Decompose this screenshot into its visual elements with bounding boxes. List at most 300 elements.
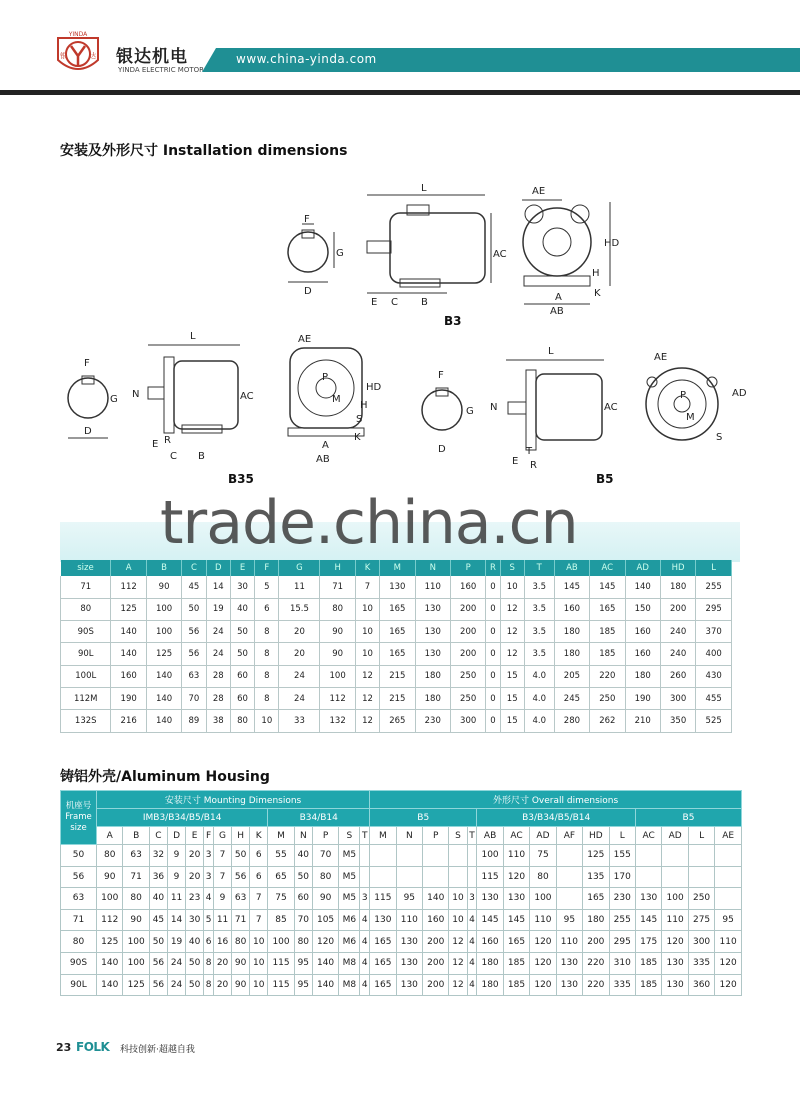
table-cell: 190: [111, 687, 146, 709]
table-cell: 100: [146, 598, 181, 620]
col-header: size: [61, 560, 111, 576]
table-cell: 45: [182, 576, 206, 598]
table-cell: 95: [294, 952, 312, 974]
table-cell: 175: [635, 931, 661, 953]
table-cell: 30: [186, 909, 204, 931]
table-cell: 100: [530, 888, 556, 910]
table-cell: 24: [279, 665, 320, 687]
table-cell: 70: [182, 687, 206, 709]
table-cell: 80: [230, 710, 254, 732]
col-header: AE: [715, 827, 742, 845]
table-cell: 90: [232, 952, 250, 974]
dimensions-table: [60, 560, 732, 733]
table-cell: 260: [660, 665, 695, 687]
table-cell: 4: [467, 952, 477, 974]
table-row: [61, 845, 742, 867]
table-cell: 20: [213, 952, 231, 974]
footer-slogan: 科技创新·超越自我: [120, 1045, 195, 1055]
table-cell: 11: [279, 576, 320, 598]
table-cell: 165: [380, 621, 415, 643]
table-cell: [635, 866, 661, 888]
svg-text:HD: HD: [366, 382, 382, 393]
website-link[interactable]: www.china-yinda.com: [236, 52, 377, 66]
table-cell: 110: [503, 845, 529, 867]
page-number: 23: [56, 1041, 72, 1054]
svg-text:YINDA: YINDA: [68, 31, 88, 38]
svg-text:H: H: [592, 268, 600, 279]
table-cell: 16: [213, 931, 231, 953]
table-cell: 140: [111, 643, 146, 665]
table-cell: 100: [477, 845, 503, 867]
table-cell: 112: [111, 576, 146, 598]
table-cell: 80: [232, 931, 250, 953]
table-cell: 250: [590, 687, 625, 709]
svg-text:C: C: [170, 451, 177, 462]
table-cell: 10: [355, 598, 379, 620]
col-header: C: [182, 560, 206, 576]
col-header: F: [204, 827, 214, 845]
table-cell: 90L: [61, 974, 97, 996]
table-cell: 3.5: [524, 643, 554, 665]
table-cell: 120: [662, 931, 688, 953]
col-header: M: [268, 827, 294, 845]
table-cell: M5: [339, 866, 360, 888]
table-cell: 60: [294, 888, 312, 910]
table-cell: 140: [111, 621, 146, 643]
table-cell: [396, 845, 422, 867]
table-cell: 130: [415, 621, 450, 643]
table-cell: 90: [320, 621, 355, 643]
table-cell: 115: [477, 866, 503, 888]
table-cell: 240: [660, 643, 695, 665]
table-cell: 180: [415, 687, 450, 709]
table-cell: 80: [61, 598, 111, 620]
table-cell: 12: [449, 974, 467, 996]
table-cell: [467, 866, 477, 888]
table-cell: 120: [715, 974, 742, 996]
b35-label: B35: [228, 472, 254, 486]
table-cell: 0: [486, 643, 500, 665]
table-cell: 8: [255, 687, 279, 709]
table-cell: 220: [590, 665, 625, 687]
table-cell: 245: [554, 687, 589, 709]
col-header: AB: [477, 827, 503, 845]
table-cell: 70: [294, 909, 312, 931]
header-divider: [0, 90, 800, 95]
table-cell: 140: [312, 952, 338, 974]
svg-text:B: B: [421, 297, 428, 308]
table-cell: 130: [396, 974, 422, 996]
table-cell: 135: [583, 866, 609, 888]
svg-text:G: G: [336, 248, 344, 259]
col-header: B: [146, 560, 181, 576]
aluminum-housing-table: [60, 790, 742, 996]
table-cell: 20: [279, 643, 320, 665]
table-cell: 140: [146, 710, 181, 732]
table-cell: 90: [123, 909, 149, 931]
b5-group-header: B5: [370, 809, 477, 827]
table-cell: 262: [590, 710, 625, 732]
table-cell: 10: [355, 621, 379, 643]
table-cell: 125: [111, 598, 146, 620]
table-cell: 4: [360, 974, 370, 996]
table-cell: 90S: [61, 952, 97, 974]
table-cell: 33: [279, 710, 320, 732]
table-row: [61, 621, 732, 643]
col-header: N: [294, 827, 312, 845]
table-cell: 4: [360, 909, 370, 931]
table-cell: 265: [380, 710, 415, 732]
table-cell: 8: [255, 621, 279, 643]
table-cell: 255: [696, 576, 732, 598]
table-cell: 275: [688, 909, 714, 931]
table-cell: 110: [396, 909, 422, 931]
svg-text:C: C: [391, 297, 398, 308]
table-cell: 120: [312, 931, 338, 953]
b5-shaft-end-drawing: [412, 360, 492, 460]
table-cell: 56: [182, 621, 206, 643]
table-cell: 165: [370, 952, 396, 974]
col-header: D: [206, 560, 230, 576]
table-cell: [662, 845, 688, 867]
svg-text:AE: AE: [654, 352, 668, 363]
table-cell: 200: [450, 621, 485, 643]
table-cell: 400: [696, 643, 732, 665]
table-cell: 130: [477, 888, 503, 910]
brand-name-cn: 银达机电: [116, 47, 188, 67]
col-header: E: [186, 827, 204, 845]
svg-text:R: R: [530, 460, 537, 471]
table-cell: [396, 866, 422, 888]
table-cell: 300: [688, 931, 714, 953]
table-cell: 335: [688, 952, 714, 974]
table-cell: 160: [111, 665, 146, 687]
table-cell: 0: [486, 576, 500, 598]
table-cell: 71: [61, 909, 97, 931]
table-cell: 8: [255, 665, 279, 687]
table-cell: 95: [556, 909, 582, 931]
table-cell: 140: [146, 687, 181, 709]
table-cell: [556, 866, 582, 888]
page-header: [0, 0, 800, 100]
table-cell: 56: [182, 643, 206, 665]
table-cell: [360, 866, 370, 888]
table-cell: 112M: [61, 687, 111, 709]
folk-logo: FOLK: [76, 1040, 110, 1054]
table-cell: 63: [182, 665, 206, 687]
table-cell: 12: [355, 687, 379, 709]
table-cell: 24: [206, 643, 230, 665]
table-cell: 80: [97, 845, 123, 867]
b34-group-header: B34/B14: [268, 809, 370, 827]
b5-front-drawing: [636, 348, 746, 448]
table-cell: 32: [149, 845, 167, 867]
mounting-dimensions-header: 安装尺寸 Mounting Dimensions: [97, 791, 370, 809]
table-cell: 0: [486, 598, 500, 620]
svg-text:G: G: [466, 406, 474, 417]
table-cell: [715, 866, 742, 888]
table-cell: 120: [530, 952, 556, 974]
table-cell: 250: [450, 665, 485, 687]
table-row: [61, 643, 732, 665]
col-header: AD: [625, 560, 660, 576]
svg-text:E: E: [371, 297, 378, 308]
table2-header-row-1: [61, 791, 742, 809]
table-cell: 71: [123, 866, 149, 888]
table-cell: 0: [486, 665, 500, 687]
b5-side-drawing: [486, 342, 616, 472]
table-cell: 115: [268, 952, 294, 974]
svg-text:AC: AC: [240, 391, 254, 402]
table-cell: 36: [149, 866, 167, 888]
table-cell: 230: [609, 888, 635, 910]
table-cell: 120: [503, 866, 529, 888]
table-cell: 20: [279, 621, 320, 643]
table-cell: 205: [554, 665, 589, 687]
table-cell: 120: [715, 952, 742, 974]
svg-text:HD: HD: [604, 238, 620, 249]
table-cell: 50: [61, 845, 97, 867]
svg-text:AC: AC: [604, 402, 618, 413]
b5-label: B5: [596, 472, 614, 486]
table-cell: 56: [149, 952, 167, 974]
table-cell: 12: [449, 931, 467, 953]
b5b-group-header: B5: [635, 809, 741, 827]
table1-body: [61, 576, 732, 732]
table-cell: 220: [583, 974, 609, 996]
table-cell: 50: [294, 866, 312, 888]
table-cell: 130: [415, 598, 450, 620]
table-cell: [467, 845, 477, 867]
table-cell: 165: [503, 931, 529, 953]
table-cell: 56: [61, 866, 97, 888]
table-cell: 40: [186, 931, 204, 953]
col-header: B: [123, 827, 149, 845]
table-cell: 185: [590, 621, 625, 643]
table-cell: 300: [450, 710, 485, 732]
table-cell: 140: [146, 665, 181, 687]
table-cell: 14: [206, 576, 230, 598]
table-cell: 50: [230, 643, 254, 665]
table-row: [61, 710, 732, 732]
table-cell: 19: [206, 598, 230, 620]
table-cell: 10: [250, 931, 268, 953]
svg-text:F: F: [438, 370, 444, 381]
svg-text:AE: AE: [532, 186, 546, 197]
table-cell: 11: [167, 888, 185, 910]
table-cell: 38: [206, 710, 230, 732]
url-bar-accent: [202, 48, 216, 72]
table-cell: 430: [696, 665, 732, 687]
col-header: M: [370, 827, 396, 845]
col-header: A: [97, 827, 123, 845]
table-cell: 200: [423, 974, 449, 996]
table-cell: M6: [339, 909, 360, 931]
table-cell: 130: [662, 974, 688, 996]
table-cell: 185: [635, 974, 661, 996]
table-cell: 230: [415, 710, 450, 732]
table-cell: 12: [500, 643, 524, 665]
table-cell: 3: [204, 845, 214, 867]
table-cell: 4: [204, 888, 214, 910]
svg-text:K: K: [594, 288, 601, 299]
table-cell: 180: [477, 974, 503, 996]
table-cell: 90: [320, 643, 355, 665]
svg-text:AB: AB: [550, 306, 564, 317]
table-cell: 200: [660, 598, 695, 620]
table-cell: 130: [380, 576, 415, 598]
table-cell: [635, 845, 661, 867]
table-row: [61, 952, 742, 974]
table-cell: 10: [250, 952, 268, 974]
svg-text:M: M: [332, 394, 341, 405]
table-cell: M6: [339, 931, 360, 953]
table-cell: 100: [320, 665, 355, 687]
table2-body: [61, 845, 742, 996]
table-cell: 50: [149, 931, 167, 953]
col-header: P: [423, 827, 449, 845]
table-cell: 19: [167, 931, 185, 953]
col-header: L: [688, 827, 714, 845]
table-cell: 28: [206, 687, 230, 709]
svg-text:N: N: [490, 402, 498, 413]
table-cell: 10: [500, 576, 524, 598]
table-cell: 8: [204, 974, 214, 996]
brand-name-en: YINDA ELECTRIC MOTOR: [118, 66, 205, 74]
table-cell: 350: [660, 710, 695, 732]
table-cell: 3.5: [524, 576, 554, 598]
installation-title: 安装及外形尺寸 Installation dimensions: [60, 143, 348, 159]
table-cell: [662, 866, 688, 888]
table-cell: 140: [625, 576, 660, 598]
table-cell: 180: [554, 643, 589, 665]
col-header: N: [396, 827, 422, 845]
svg-text:AC: AC: [493, 249, 507, 260]
table-cell: 155: [609, 845, 635, 867]
table-cell: 100: [662, 888, 688, 910]
table-cell: 71: [232, 909, 250, 931]
table-cell: 335: [609, 974, 635, 996]
table-cell: M5: [339, 888, 360, 910]
table-cell: 20: [213, 974, 231, 996]
table-row: [61, 665, 732, 687]
table-cell: 95: [294, 974, 312, 996]
col-header: E: [230, 560, 254, 576]
table-cell: [556, 845, 582, 867]
table-cell: 95: [715, 909, 742, 931]
table-cell: 4: [360, 952, 370, 974]
table-cell: [556, 888, 582, 910]
table-cell: 165: [380, 643, 415, 665]
table-cell: 132: [320, 710, 355, 732]
table-cell: 90: [232, 974, 250, 996]
table-row: [61, 687, 732, 709]
table-cell: 165: [380, 598, 415, 620]
table-cell: 5: [255, 576, 279, 598]
col-header: C: [149, 827, 167, 845]
table-cell: 210: [625, 710, 660, 732]
svg-text:E: E: [152, 439, 159, 450]
table-cell: [449, 866, 467, 888]
svg-text:银: 银: [60, 52, 67, 60]
table-cell: 7: [213, 866, 231, 888]
col-header: P: [450, 560, 485, 576]
table-cell: 100: [123, 931, 149, 953]
svg-text:P: P: [322, 372, 329, 383]
table-cell: 4.0: [524, 687, 554, 709]
table-cell: 90L: [61, 643, 111, 665]
table-cell: 12: [449, 952, 467, 974]
col-header: G: [213, 827, 231, 845]
table-cell: 185: [503, 952, 529, 974]
table-cell: 295: [609, 931, 635, 953]
col-header: M: [380, 560, 415, 576]
table-cell: 160: [423, 909, 449, 931]
table-cell: 200: [423, 952, 449, 974]
table-cell: 170: [609, 866, 635, 888]
table-cell: 130: [415, 643, 450, 665]
table-cell: 120: [530, 974, 556, 996]
table-cell: 160: [554, 598, 589, 620]
svg-text:E: E: [512, 456, 519, 467]
col-header: R: [486, 560, 500, 576]
table-cell: 200: [583, 931, 609, 953]
table-cell: 15: [500, 687, 524, 709]
table-cell: 90: [97, 866, 123, 888]
table-cell: M8: [339, 974, 360, 996]
table-cell: 75: [530, 845, 556, 867]
table-cell: 100L: [61, 665, 111, 687]
table-cell: 240: [660, 621, 695, 643]
table-cell: 63: [232, 888, 250, 910]
b35-side-drawing: [128, 325, 258, 465]
table-cell: 60: [230, 687, 254, 709]
table-cell: 130: [556, 974, 582, 996]
svg-text:G: G: [110, 394, 118, 405]
table-cell: 7: [355, 576, 379, 598]
svg-text:A: A: [322, 440, 329, 451]
col-header: T: [524, 560, 554, 576]
table-cell: 15: [500, 665, 524, 687]
table-cell: 80: [312, 866, 338, 888]
table-cell: 50: [232, 845, 250, 867]
table-cell: 89: [182, 710, 206, 732]
svg-text:L: L: [548, 346, 554, 357]
svg-text:T: T: [526, 446, 533, 457]
svg-text:L: L: [421, 183, 427, 194]
table-cell: 50: [230, 621, 254, 643]
table-cell: 105: [312, 909, 338, 931]
table-cell: 10: [449, 909, 467, 931]
col-header: AC: [635, 827, 661, 845]
table-cell: 180: [660, 576, 695, 598]
table-cell: 130: [635, 888, 661, 910]
table-cell: 145: [635, 909, 661, 931]
col-header: AD: [530, 827, 556, 845]
table-cell: 100: [146, 621, 181, 643]
svg-text:H: H: [360, 400, 368, 411]
table-row: [61, 974, 742, 996]
svg-text:K: K: [354, 432, 361, 443]
table-cell: 180: [554, 621, 589, 643]
table-cell: 130: [662, 952, 688, 974]
svg-text:L: L: [190, 331, 196, 342]
b3-group-header: B3/B34/B5/B14: [477, 809, 636, 827]
b35-shaft-end-drawing: [58, 348, 138, 448]
table-cell: 220: [583, 952, 609, 974]
svg-text:A: A: [555, 292, 562, 303]
table-cell: 40: [149, 888, 167, 910]
